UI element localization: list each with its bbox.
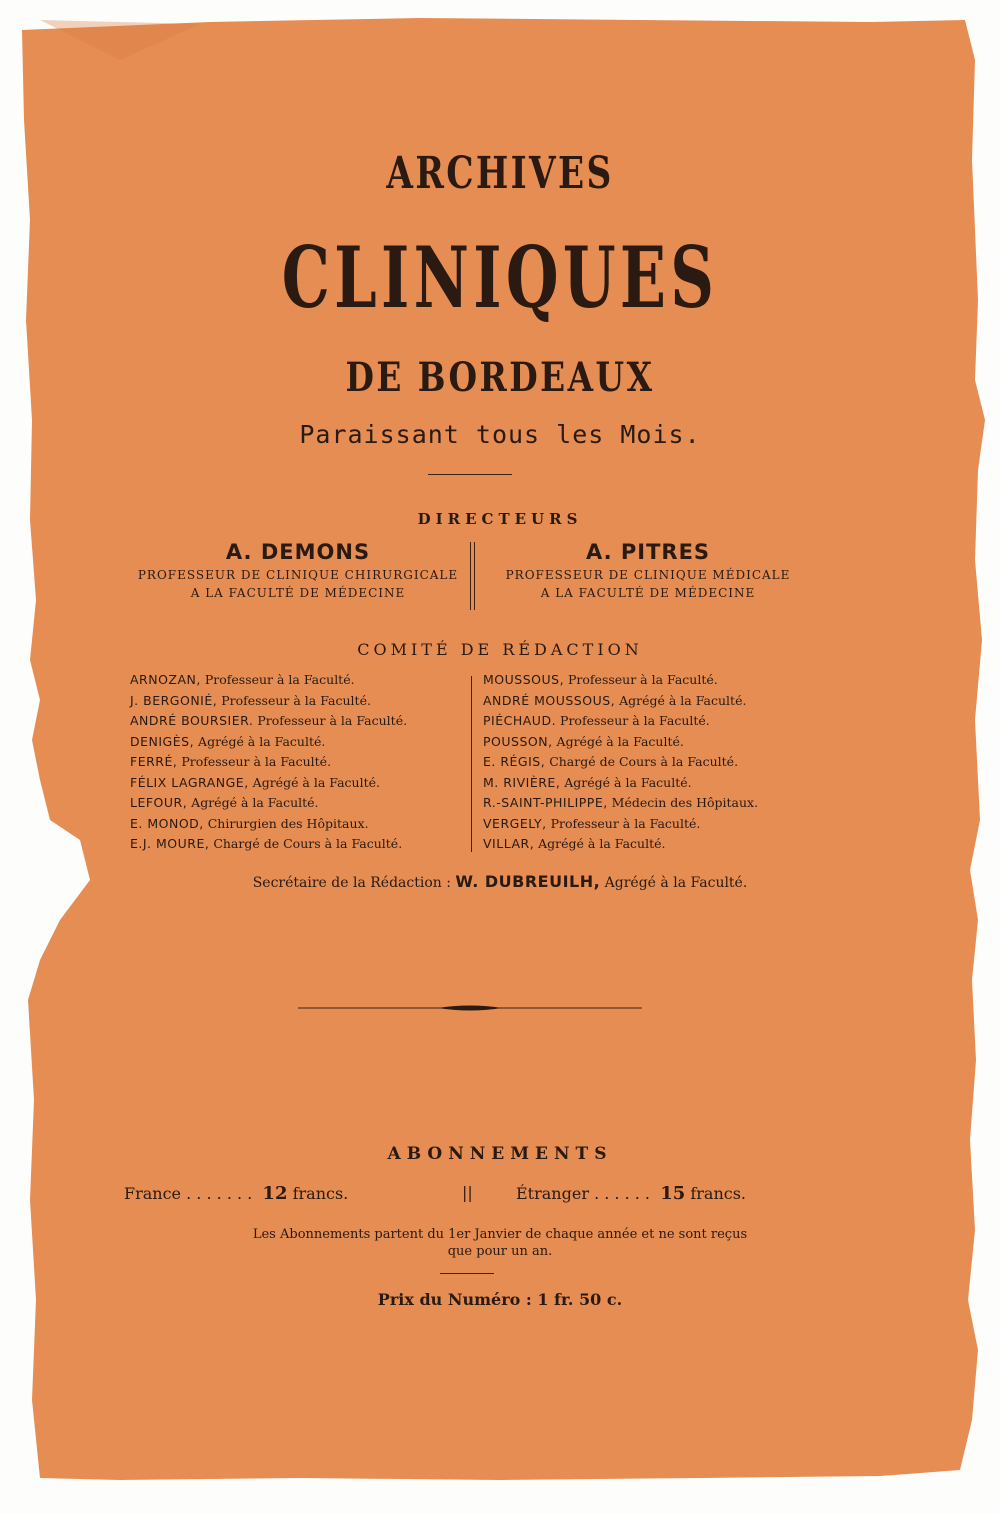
secretaire-name: W. DUBREUILH, bbox=[455, 872, 601, 891]
member-name: E. RÉGIS, bbox=[483, 754, 546, 769]
member-name: FERRÉ, bbox=[130, 754, 178, 769]
member-name: PIÉCHAUD. bbox=[483, 713, 557, 728]
directors-divider bbox=[470, 542, 471, 610]
member-item bbox=[130, 670, 407, 691]
member-role: Professeur à la Faculté. bbox=[200, 672, 355, 687]
member-role: Agrégé à la Faculté. bbox=[194, 733, 326, 749]
member-role: Médecin des Hôpitaux. bbox=[607, 795, 759, 810]
director-right-name: A. PITRES bbox=[585, 540, 711, 564]
france-label: France bbox=[124, 1184, 182, 1203]
member-name: R.-SAINT-PHILIPPE, bbox=[483, 795, 608, 810]
france-price: 12 bbox=[262, 1183, 288, 1204]
ornamental-rule bbox=[298, 1000, 642, 1016]
title-cliniques: CLINIQUES bbox=[281, 228, 719, 327]
member-role: Professeur à la Faculté. bbox=[564, 672, 718, 687]
member-role: Agrégé à la Faculté. bbox=[187, 795, 319, 810]
abonnements-heading: ABONNEMENTS bbox=[387, 1144, 613, 1164]
subtitle: Paraissant tous les Mois. bbox=[299, 420, 701, 449]
directors-divider-2 bbox=[474, 542, 475, 610]
member-item bbox=[130, 732, 407, 753]
member-item bbox=[130, 711, 407, 732]
secretaire-line bbox=[0, 872, 1000, 891]
comite-heading: COMITÉ DE RÉDACTION bbox=[357, 640, 643, 659]
member-role: Agrégé à la Faculté. bbox=[615, 692, 747, 708]
member-name: M. RIVIÈRE, bbox=[483, 774, 561, 790]
prix-numero: Prix du Numéro : 1 fr. 50 c. bbox=[377, 1290, 623, 1309]
member-name: ARNOZAN, bbox=[130, 672, 201, 687]
etranger-unit: francs. bbox=[690, 1184, 747, 1203]
member-name: MOUSSOUS, bbox=[483, 672, 565, 687]
title-archives: ARCHIVES bbox=[386, 148, 614, 199]
member-item bbox=[483, 691, 758, 712]
member-item bbox=[483, 711, 758, 732]
price-france bbox=[124, 1183, 348, 1204]
price-etranger bbox=[516, 1183, 746, 1204]
etranger-price: 15 bbox=[660, 1183, 686, 1204]
note-line-1: Les Abonnements partent du 1er Janvier de chaque année et ne sont reçus bbox=[252, 1227, 748, 1242]
director-left-title: PROFESSEUR DE CLINIQUE CHIRURGICALE bbox=[137, 568, 459, 582]
member-item bbox=[130, 752, 407, 773]
member-item bbox=[130, 814, 407, 835]
member-item bbox=[483, 814, 758, 835]
member-item bbox=[130, 834, 407, 855]
member-item bbox=[483, 773, 758, 794]
member-item bbox=[483, 732, 758, 753]
member-name: ANDRÉ BOURSIER. bbox=[130, 713, 254, 728]
comite-right-column bbox=[483, 670, 758, 855]
etranger-dots: . . . . . . bbox=[594, 1184, 651, 1203]
member-role: Professeur à la Faculté. bbox=[177, 754, 332, 769]
member-role: Professeur à la Faculté. bbox=[556, 713, 710, 728]
member-role: Professeur à la Faculté. bbox=[546, 815, 701, 831]
director-left bbox=[133, 538, 463, 602]
member-name: FÉLIX LAGRANGE, bbox=[130, 774, 249, 790]
member-name: E. MONOD, bbox=[130, 815, 204, 831]
member-name: J. BERGONIÉ, bbox=[130, 692, 218, 708]
france-dots: . . . . . . . bbox=[186, 1184, 253, 1203]
member-item bbox=[130, 691, 407, 712]
member-item bbox=[483, 834, 758, 855]
title-de-bordeaux: DE BORDEAUX bbox=[345, 354, 655, 401]
member-item bbox=[130, 773, 407, 794]
ornament-swell bbox=[438, 1006, 502, 1011]
member-name: POUSSON, bbox=[483, 733, 553, 749]
prix-rule bbox=[440, 1273, 494, 1274]
note-line-2: que pour un an. bbox=[447, 1244, 553, 1259]
comite-left-column bbox=[130, 670, 407, 855]
member-role: Agrégé à la Faculté. bbox=[552, 733, 684, 749]
member-name: DENIGÈS, bbox=[130, 733, 195, 749]
secretaire-suffix: Agrégé à la Faculté. bbox=[600, 875, 748, 891]
secretaire-prefix: Secrétaire de la Rédaction : bbox=[252, 875, 456, 891]
member-role: Agrégé à la Faculté. bbox=[560, 774, 692, 790]
member-role: Agrégé à la Faculté. bbox=[248, 774, 381, 790]
director-left-faculty: A LA FACULTÉ DE MÉDECINE bbox=[190, 586, 406, 600]
member-role: Chargé de Cours à la Faculté. bbox=[545, 754, 739, 769]
member-name: VERGELY, bbox=[483, 815, 547, 831]
comite-divider bbox=[471, 676, 472, 852]
title-rule bbox=[428, 474, 512, 475]
member-item bbox=[483, 793, 758, 814]
member-role: Professeur à la Faculté. bbox=[253, 713, 408, 728]
director-right bbox=[483, 538, 813, 602]
etranger-label: Étranger bbox=[516, 1184, 589, 1203]
member-item bbox=[483, 752, 758, 773]
director-right-faculty: A LA FACULTÉ DE MÉDECINE bbox=[540, 586, 756, 600]
france-unit: francs. bbox=[292, 1184, 349, 1203]
price-separator: || bbox=[462, 1183, 473, 1202]
abonnements-note bbox=[0, 1226, 1000, 1260]
member-name: E.J. MOURE, bbox=[130, 836, 210, 851]
member-name: LEFOUR, bbox=[130, 795, 188, 810]
member-role: Chirurgien des Hôpitaux. bbox=[203, 815, 369, 831]
member-item bbox=[130, 793, 407, 814]
member-role: Professeur à la Faculté. bbox=[217, 692, 371, 708]
member-name: VILLAR, bbox=[483, 836, 535, 851]
member-role: Agrégé à la Faculté. bbox=[534, 836, 666, 851]
directeurs-heading: DIRECTEURS bbox=[417, 510, 583, 528]
member-name: ANDRÉ MOUSSOUS, bbox=[483, 692, 616, 708]
director-left-name: A. DEMONS bbox=[225, 540, 371, 564]
director-right-title: PROFESSEUR DE CLINIQUE MÉDICALE bbox=[505, 568, 791, 582]
member-role: Chargé de Cours à la Faculté. bbox=[209, 836, 403, 851]
member-item bbox=[483, 670, 758, 691]
